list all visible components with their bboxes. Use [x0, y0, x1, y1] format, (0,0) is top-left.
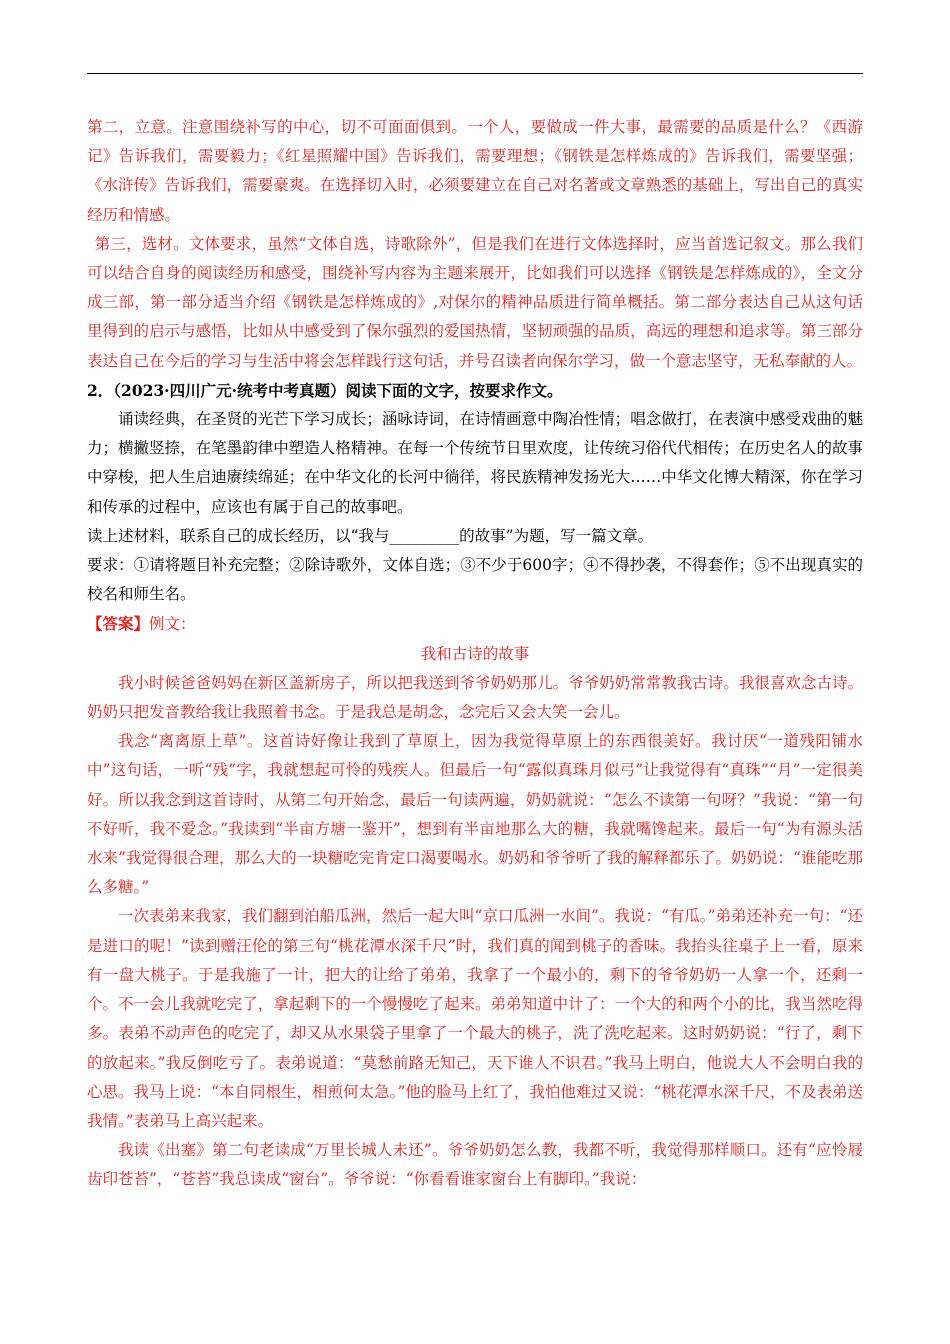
document-body [87, 113, 863, 1195]
header-rule [87, 73, 863, 74]
guidance-paragraph-2: 第三，选材。文体要求，虽然“文体自选，诗歌除外”，但是我们在进行文体选择时，应当首选记叙文。那么我们可以结合自身的阅读经历和感受，围绕补写内容为主题来展开，比如我们可以选择《钢铁是怎样炼成的》，全文分成三部，第一部分适当介绍《钢铁是怎样炼成的》,对保尔的精神品质进行简单概括。第二部分表达自己从这句话里得到的启示与感悟，比如从中感受到了保尔强烈的爱国热情，坚韧顽强的品质，高远的理想和追求等。第三部分表达自己在今后的学习与生活中将会怎样践行这句话，并号召读者向保尔学习，做一个意志坚守，无私奉献的人。 [87, 234, 863, 370]
answer-line [87, 609, 863, 639]
essay-paragraph: 我念“离离原上草”。这首诗好像让我到了草原上，因为我觉得草原上的东西很美好。我讨厌“一道残阳铺水中”这句话，一听“残”字，我就想起可怜的残疾人。但最后一句“露似真珠月似弓”让我觉得有“真珠”“月”一定很美好。所以我念到这首诗时，从第二句开始念，最后一句读两遍，奶奶就说：“怎么不读第一句呀？”我说：“第一句不好听，我不爱念。”我读到“半亩方塘一鉴开”，想到有半亩地那么大的糖，我就嘴馋起来。最后一句“为有源头活水来”我觉得很合理，那么大的一块糖吃完肯定口渴要喝水。奶奶和爷爷听了我的解释都乐了。奶奶说：“谁能吃那么多糖。” [87, 732, 863, 897]
question-heading: 2．（2023·四川广元·统考中考真题）阅读下面的文字，按要求作文。 [87, 380, 563, 400]
guidance-paragraph-1: 第二，立意。注意围绕补写的中心，切不可面面俱到。一个人，要做成一件大事，最需要的品质是什么？《西游记》告诉我们，需要毅力；《红星照耀中国》告诉我们，需要理想；《钢铁是怎样炼成的》告诉我们，需要坚强；《水浒传》告诉我们，需要豪爽。在选择切入时，必须要建立在自己对名著或文章熟悉的基础上，写出自己的真实经历和情感。 [87, 118, 863, 224]
essay-paragraph: 我小时候爸爸妈妈在新区盖新房子，所以把我送到爷爷奶奶那儿。爷爷奶奶常常教我古诗。我很喜欢念古诗。奶奶只把发音教给我让我照着书念。于是我总是胡念，念完后又会大笑一会儿。 [87, 673, 863, 722]
answer-tag: 【答案】 [87, 614, 150, 634]
essay-paragraph: 我读《出塞》第二句老读成“万里长城人未还”。爷爷奶奶怎么教，我都不听，我觉得那样顺口。还有“应怜屐齿印苍苔”，“苍苔”我总读成“窗台”。爷爷说：“你看看谁家窗台上有脚印。”我说： [87, 1141, 863, 1189]
question-material: 诵读经典，在圣贤的光芒下学习成长；涵咏诗词，在诗情画意中陶冶性情；唱念做打，在表演中感受戏曲的魅力；横撇竖捺，在笔墨韵律中塑造人格精神。在每一个传统节日里欢度，让传统习俗代代相传；在历史名人的故事中穿梭，把人生启迪赓续绵延；在中华文化的长河中徜徉，将民族精神发扬光大……中华文化博大精深，你在学习和传承的过程中，应该也有属于自己的故事吧。 [87, 410, 863, 516]
essay-title: 我和古诗的故事 [420, 644, 530, 663]
answer-label: 例文： [149, 615, 196, 634]
question-requirements: 要求：①请将题目补充完整；②除诗歌外，文体自选；③不少于600字；④不得抄袭，不得套作；⑤不出现真实的校名和师生名。 [87, 556, 863, 604]
question-prompt: 读上述材料，联系自己的成长经历，以“我与_________的故事”为题，写一篇文章。 [87, 526, 654, 545]
essay-paragraph: 一次表弟来我家，我们翻到泊船瓜洲，然后一起大叫“京口瓜洲一水间”。我说：“有瓜。”弟弟还补充一句：“还是进口的呢！”读到赠汪伦的第三句“桃花潭水深千尺”时，我们真的闻到桃子的香味。我抬头往桌子上一看，原来有一盘大桃子。于是我施了一计，把大的让给了弟弟，我拿了一个最小的，剩下的爷爷奶奶一人拿一个，还剩一个。不一会儿我就吃完了，拿起剩下的一个慢慢吃了起来。弟弟知道中计了：一个大的和两个小的比，我当然吃得多。表弟不动声色的吃完了，却又从水果袋子里拿了一个最大的桃子，洗了洗吃起来。这时奶奶说：“行了，剩下的放起来。”我反倒吃亏了。表弟说道：“莫愁前路无知己，天下谁人不识君。”我马上明白，他说大人不会明白我的心思。我马上说：“本自同根生，相煎何太急。”他的脸马上红了，我怕他难过又说：“桃花潭水深千尺，不及表弟送我情。”表弟马上高兴起来。 [87, 907, 863, 1130]
